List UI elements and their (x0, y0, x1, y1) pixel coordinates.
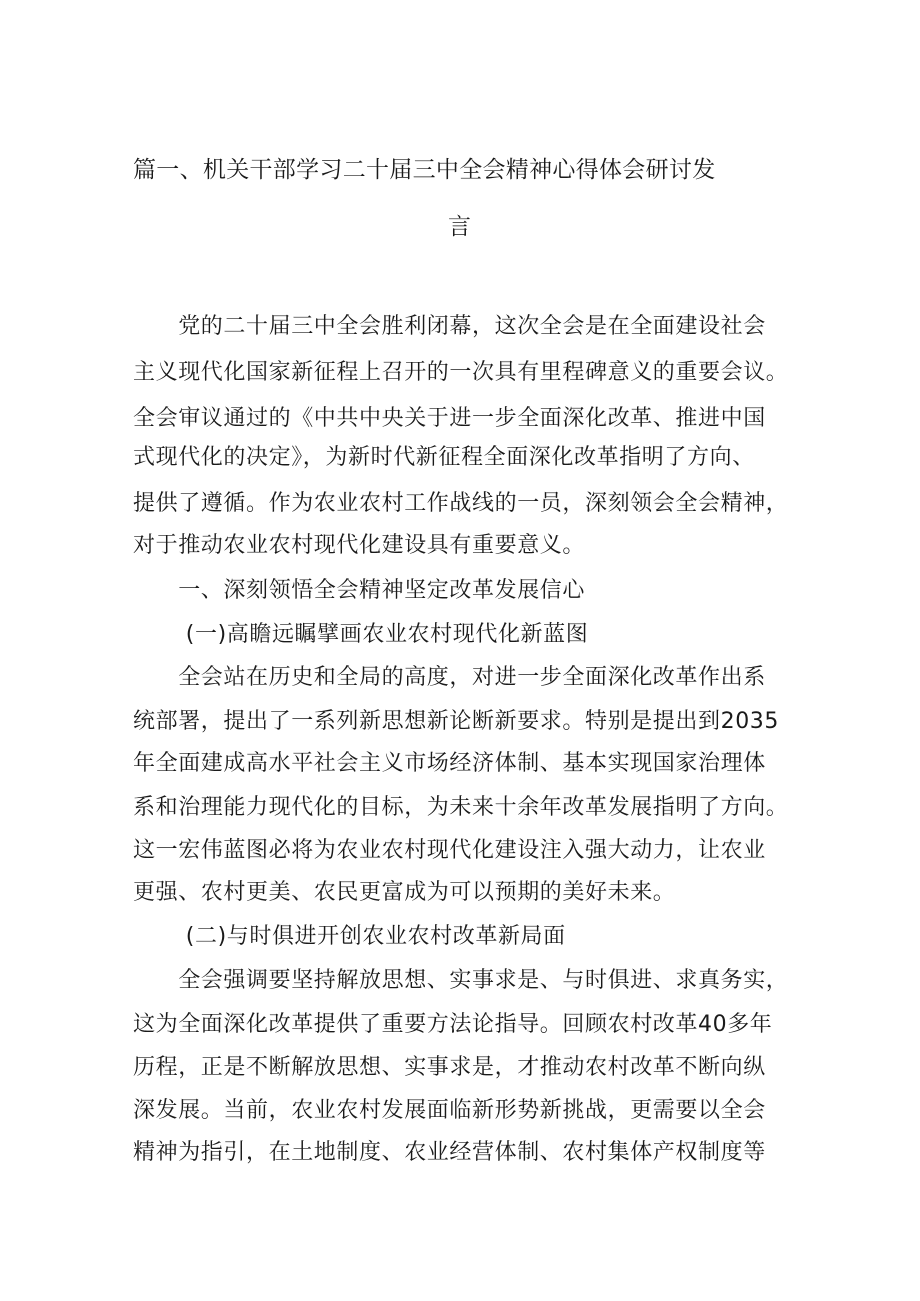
body-line: 年全面建成高水平社会主义市场经济体制、基本实现国家治理体 (133, 751, 766, 776)
document-title-line-1: 篇一、机关干部学习二十届三中全会精神心得体会研讨发 (133, 157, 716, 183)
body-line: 统部署，提出了一系列新思想新论断新要求。特别是提出到2035 (133, 709, 779, 734)
body-line: 党的二十届三中全会胜利闭幕，这次全会是在全面建设社会 (133, 314, 766, 339)
body-line: 全会站在历史和全局的高度，对进一步全面深化改革作出系 (133, 665, 766, 690)
body-line: 提供了遵循。作为农业农村工作战线的一员，深刻领会全会精神， (133, 491, 789, 516)
subsection-heading: (二)与时俱进开创农业农村改革新局面 (133, 924, 566, 949)
body-line: 系和治理能力现代化的目标，为未来十余年改革发展指明了方向。 (133, 795, 789, 820)
body-line: 深发展。当前，农业农村发展面临新形势新挑战，更需要以全会 (133, 1098, 766, 1123)
body-line: 这一宏伟蓝图必将为农业农村现代化建设注入强大动力，让农业 (133, 838, 766, 863)
body-line: 对于推动农业农村现代化建设具有重要意义。 (133, 533, 586, 558)
subsection-heading: (一)高瞻远瞩擘画农业农村现代化新蓝图 (133, 622, 589, 647)
body-line: 全会强调要坚持解放思想、实事求是、与时俱进、求真务实， (133, 968, 789, 993)
body-line: 式现代化的决定》，为新时代新征程全面深化改革指明了方向、 (133, 445, 755, 470)
section-heading: 一、深刻领悟全会精神坚定改革发展信心 (133, 578, 586, 603)
body-line: 历程，正是不断解放思想、实事求是，才推动农村改革不断向纵 (133, 1055, 766, 1080)
body-line: 精神为指引，在土地制度、农业经营体制、农村集体产权制度等 (133, 1140, 766, 1165)
body-line: 主义现代化国家新征程上召开的一次具有里程碑意义的重要会议。 (133, 360, 789, 385)
body-line: 更强、农村更美、农民更富成为可以预期的美好未来。 (133, 880, 676, 905)
body-line: 全会审议通过的《中共中央关于进一步全面深化改革、推进中国 (133, 406, 766, 431)
body-line: 这为全面深化改革提供了重要方法论指导。回顾农村改革40多年 (133, 1012, 773, 1037)
document-title-line-2: 言 (448, 214, 472, 240)
